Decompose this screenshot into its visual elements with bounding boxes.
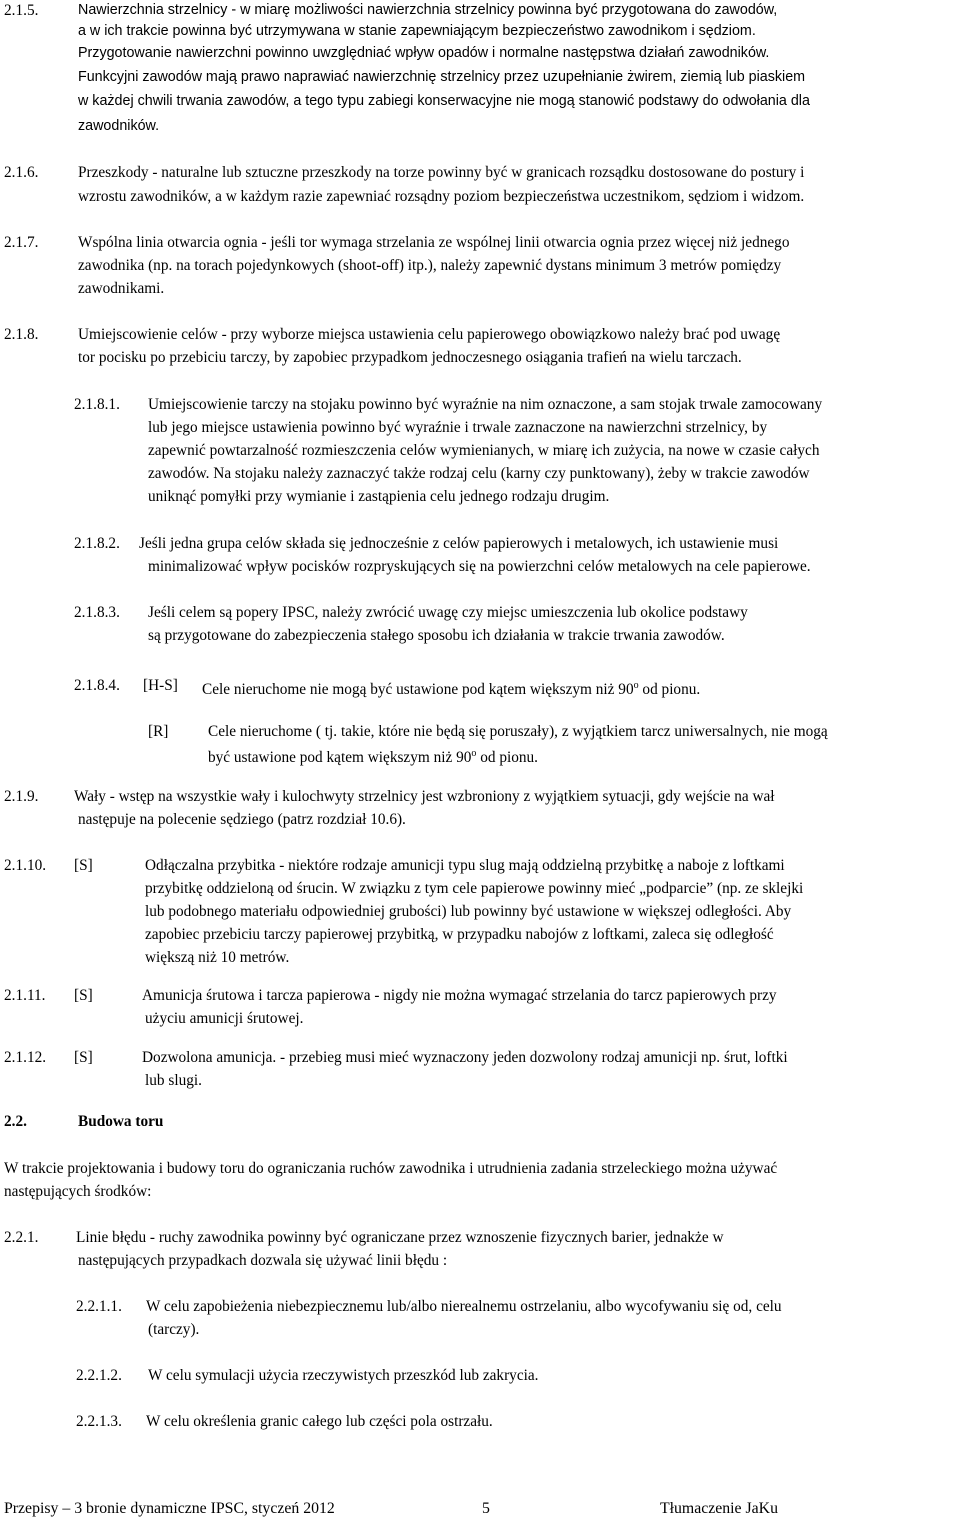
section-number: 2.2.1.2. bbox=[76, 1367, 122, 1384]
paragraph-line: przybitkę oddzieloną od śrucin. W związku z tym cele papierowe powinny mieć „podparcie” (np. ze sklejki bbox=[145, 880, 804, 897]
paragraph-line: Cele nieruchome ( tj. takie, które nie będą się poruszały), z wyjątkiem tarcz uniwersalnych, nie mogą bbox=[208, 723, 828, 740]
paragraph-line: Umiejscowienie celów - przy wyborze miejsca ustawienia celu papierowego obowiązkowo należy brać pod uwagę bbox=[78, 326, 781, 343]
section-number: 2.1.8.1. bbox=[74, 396, 120, 413]
paragraph-line: (tarczy). bbox=[148, 1321, 200, 1338]
paragraph-line: a w ich trakcie powinna być utrzymywana w stanie zapewniającym bezpieczeństwo zawodnikom i sędziom. bbox=[78, 23, 756, 39]
paragraph-line: następujących środków: bbox=[4, 1183, 152, 1200]
section-number: 2.1.8. bbox=[4, 326, 39, 343]
text-part: Cele nieruchome nie mogą być ustawione pod kątem większym niż 90 bbox=[202, 681, 634, 699]
paragraph-line: Dozwolona amunicja. - przebieg musi mieć wyznaczony jeden dozwolony rodzaj amunicji np. śrut, loftki bbox=[142, 1049, 788, 1066]
paragraph-line: w każdej chwili trwania zawodów, a tego typu zabiegi konserwacyjne nie mogą stanowić podstawy do odwołania dla bbox=[78, 93, 810, 109]
paragraph-line: zawodnikami. bbox=[78, 280, 165, 297]
paragraph-line: zawodników. bbox=[78, 118, 160, 134]
section-number: 2.1.11. bbox=[4, 987, 46, 1004]
paragraph-line: minimalizować wpływ pocisków rozpryskujących się na powierzchni celów metalowych na cele papierowe. bbox=[148, 558, 811, 575]
division-tag: [H-S] bbox=[143, 677, 178, 694]
section-number: 2.2.1. bbox=[4, 1229, 39, 1246]
paragraph-line: lub podobnego materiału odpowiedniej grubości) lub powinny być ustawione w większej odległości. Aby bbox=[145, 903, 792, 920]
text-part: od pionu. bbox=[476, 749, 539, 767]
division-tag: [S] bbox=[74, 857, 93, 874]
division-tag: [R] bbox=[148, 723, 169, 740]
section-number: 2.1.6. bbox=[4, 164, 39, 181]
paragraph-line: Jeśli jedna grupa celów składa się jednocześnie z celów papierowych i metalowych, ich ustawienie musi bbox=[139, 535, 779, 552]
paragraph-line: Nawierzchnia strzelnicy - w miarę możliwości nawierzchnia strzelnicy powinna być przygotowana do zawodów, bbox=[78, 2, 778, 18]
section-number: 2.1.8.4. bbox=[74, 677, 120, 694]
paragraph-line: Funkcyjni zawodów mają prawo naprawiać nawierzchnię strzelnicy przez uzupełnianie żwirem, ziemią lub piaskiem bbox=[78, 69, 806, 85]
footer-document-title: Przepisy – 3 bronie dynamiczne IPSC, styczeń 2012 bbox=[4, 1500, 335, 1517]
paragraph-line: Przygotowanie nawierzchni powinno uwzględniać wpływ opadów i normalne następstwa działań zawodników. bbox=[78, 45, 770, 61]
text-part: być ustawione pod kątem większym niż 90 bbox=[208, 749, 472, 767]
degree-superscript: o bbox=[633, 680, 639, 691]
section-number: 2.2.1.1. bbox=[76, 1298, 122, 1315]
paragraph-line: zawodów. Na stojaku należy zaznaczyć także rodzaj celu (karny czy punktowany), żeby w trakcie zawodów bbox=[148, 465, 810, 482]
paragraph-line: Wspólna linia otwarcia ognia - jeśli tor wymaga strzelania ze wspólnej linii otwarcia ognia przez więcej niż jednego bbox=[78, 234, 790, 251]
section-number: 2.1.9. bbox=[4, 788, 39, 805]
paragraph-line: Linie błędu - ruchy zawodnika powinny być ograniczane przez wznoszenie fizycznych barier, jednakże w bbox=[76, 1229, 724, 1246]
paragraph-line: zapewnić powtarzalność rozmieszczenia celów wymienianych, w miarę ich zużycia, na nowe w czasie całych bbox=[148, 442, 820, 459]
section-number: 2.2. bbox=[4, 1113, 27, 1130]
paragraph-line: są przygotowane do zabezpieczenia stałego sposobu ich działania w trakcie trwania zawodów. bbox=[148, 627, 725, 644]
paragraph-line: zawodnika (np. na torach pojedynkowych (shoot-off) itp.), należy zapewnić dystans minimum 3 metrów pomiędzy bbox=[78, 257, 782, 274]
paragraph-line: Amunicja śrutowa i tarcza papierowa - nigdy nie można wymagać strzelania do tarcz papierowych przy bbox=[142, 987, 777, 1004]
paragraph-line: W celu symulacji użycia rzeczywistych przeszkód lub zakrycia. bbox=[148, 1367, 539, 1384]
section-number: 2.1.12. bbox=[4, 1049, 47, 1066]
section-title: Budowa toru bbox=[78, 1113, 164, 1130]
paragraph-line bbox=[208, 742, 538, 770]
paragraph-line: Jeśli celem są popery IPSC, należy zwrócić uwagę czy miejsc umieszczenia lub okolice podstawy bbox=[148, 604, 748, 621]
text-part: od pionu. bbox=[638, 681, 701, 699]
degree-superscript: o bbox=[471, 748, 477, 759]
paragraph-line: W celu określenia granic całego lub części pola ostrzału. bbox=[146, 1413, 493, 1430]
paragraph-line: lub jego miejsce ustawienia powinno być wyraźnie i trwale zaznaczone na nawierzchni strzelnicy, by bbox=[148, 419, 768, 436]
paragraph-line: tor pocisku po przebiciu tarczy, by zapobiec przypadkom jednoczesnego osiągania trafień na wielu tarczach. bbox=[78, 349, 742, 366]
section-number: 2.1.8.2. bbox=[74, 535, 120, 552]
paragraph-line: zapobiec przebiciu tarczy papierowej przybitką, w przypadku nabojów z loftkami, zaleca się odległość bbox=[145, 926, 774, 943]
paragraph-line: następuje na polecenie sędziego (patrz rozdział 10.6). bbox=[78, 811, 406, 828]
paragraph-line: W celu zapobieżenia niebezpiecznemu lub/albo nierealnemu ostrzelaniu, albo wycofywaniu się od, celu bbox=[146, 1298, 782, 1315]
section-number: 2.1.7. bbox=[4, 234, 39, 251]
paragraph-line: W trakcie projektowania i budowy toru do ograniczania ruchów zawodnika i utrudnienia zadania strzeleckiego można używać bbox=[4, 1160, 778, 1177]
paragraph-line: następujących przypadkach dozwala się używać linii błędu : bbox=[78, 1252, 448, 1269]
division-tag: [S] bbox=[74, 987, 93, 1004]
paragraph-line: wzrostu zawodników, a w każdym razie zapewniać rozsądny poziom bezpieczeństwa uczestnikom, sędziom i widzom. bbox=[78, 188, 805, 205]
paragraph-line: Umiejscowienie tarczy na stojaku powinno być wyraźnie na nim oznaczone, a sam stojak trwale zamocowany bbox=[148, 396, 823, 413]
paragraph-line: Odłączalna przybitka - niektóre rodzaje amunicji typu slug mają oddzielną przybitkę a naboje z loftkami bbox=[145, 857, 785, 874]
paragraph-line: uniknąć pomyłki przy wymianie i zastąpienia celu jednego rodzaju drugim. bbox=[148, 488, 610, 505]
section-number: 2.1.10. bbox=[4, 857, 47, 874]
section-number: 2.2.1.3. bbox=[76, 1413, 122, 1430]
paragraph-line: Wały - wstęp na wszystkie wały i kulochwyty strzelnicy jest wzbroniony z wyjątkiem sytuacji, gdy wejście na wał bbox=[74, 788, 775, 805]
section-number: 2.1.5. bbox=[4, 2, 39, 19]
footer-translator: Tłumaczenie JaKu bbox=[660, 1500, 778, 1517]
section-number: 2.1.8.3. bbox=[74, 604, 120, 621]
paragraph-line bbox=[202, 674, 700, 702]
division-tag: [S] bbox=[74, 1049, 93, 1066]
paragraph-line: większą niż 10 metrów. bbox=[145, 949, 290, 966]
footer-page-number: 5 bbox=[482, 1500, 490, 1517]
paragraph-line: użyciu amunicji śrutowej. bbox=[145, 1010, 304, 1027]
paragraph-line: lub slugi. bbox=[145, 1072, 202, 1089]
paragraph-line: Przeszkody - naturalne lub sztuczne przeszkody na torze powinny być w granicach rozsądku dostosowane do postury i bbox=[78, 164, 805, 181]
